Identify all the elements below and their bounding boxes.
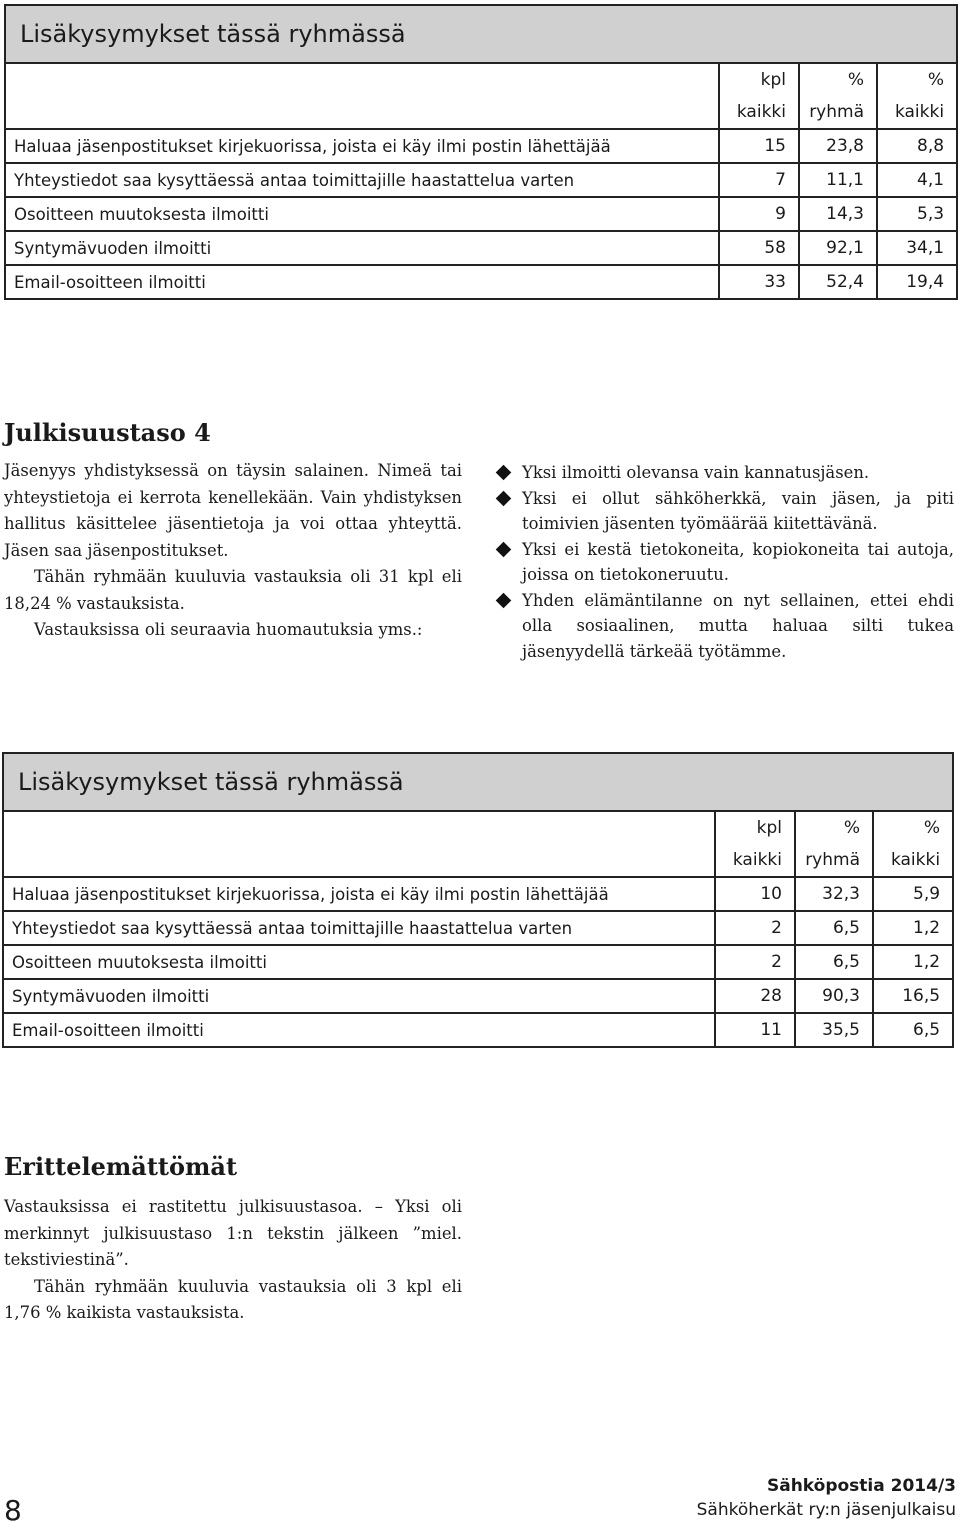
stats-table-1 [4,4,958,300]
row-label: Syntymävuoden ilmoitti [5,231,719,265]
row-label: Osoitteen muutoksesta ilmoitti [5,197,719,231]
row-pct-group: 92,1 [799,231,877,265]
paragraph: Vastauksissa oli seuraavia huomautuksia yms.: [34,620,423,639]
col-subheader-kaikki-2: kaikki [873,844,953,877]
row-kpl: 9 [719,197,799,231]
row-pct-all: 19,4 [877,265,957,299]
diamond-bullet-icon [496,592,512,608]
row-pct-group: 14,3 [799,197,877,231]
table-row [5,163,957,197]
table-row [3,945,953,979]
row-pct-all: 1,2 [873,945,953,979]
section-heading: Julkisuustaso 4 [4,418,211,447]
row-pct-all: 6,5 [873,1013,953,1047]
table-row [5,129,957,163]
row-pct-all: 34,1 [877,231,957,265]
table-row [5,265,957,299]
row-kpl: 2 [715,911,795,945]
col-header-pct-group: % [795,811,873,844]
row-pct-group: 23,8 [799,129,877,163]
erittelemattomat-text [4,1194,462,1327]
list-item-text: Yksi ei ollut sähköherkkä, vain jäsen, ja piti toimivien jäsenten työmäärää kiitettävänä. [522,488,954,533]
col-subheader-kaikki-2: kaikki [877,96,957,129]
row-pct-group: 52,4 [799,265,877,299]
row-pct-all: 5,3 [877,197,957,231]
table-row [5,197,957,231]
list-item-text: Yksi ilmoitti olevansa vain kannatusjäsen. [522,463,870,482]
list-item [496,486,954,537]
row-kpl: 7 [719,163,799,197]
col-subheader-kaikki: kaikki [715,844,795,877]
table-title: Lisäkysymykset tässä ryhmässä [5,5,957,63]
table-row [5,231,957,265]
row-pct-all: 8,8 [877,129,957,163]
page-number: 8 [4,1494,22,1527]
table-row [3,1013,953,1047]
diamond-bullet-icon [496,465,512,481]
publisher-line: Sähköherkät ry:n jäsenjulkaisu [696,1500,956,1520]
right-column-notes [496,460,954,664]
left-column-text [4,458,462,644]
col-header-kpl: kpl [715,811,795,844]
col-header-kpl: kpl [719,63,799,96]
row-label: Yhteystiedot saa kysyttäessä antaa toimittajille haastattelua varten [3,911,715,945]
col-header-pct-all: % [873,811,953,844]
col-subheader-kaikki: kaikki [719,96,799,129]
list-item [496,588,954,665]
col-subheader-ryhma: ryhmä [795,844,873,877]
section-heading: Erittelemättömät [4,1152,238,1181]
row-kpl: 2 [715,945,795,979]
table-title: Lisäkysymykset tässä ryhmässä [3,753,953,811]
row-kpl: 15 [719,129,799,163]
row-pct-group: 6,5 [795,911,873,945]
list-item [496,537,954,588]
row-pct-all: 4,1 [877,163,957,197]
paragraph: Vastauksissa ei rastitettu julkisuustasoa. – Yksi oli merkinnyt julkisuustaso 1:n tekstin jälkeen ”miel. tekstiviestinä”. [4,1197,462,1269]
table-row [3,877,953,911]
row-pct-group: 32,3 [795,877,873,911]
row-kpl: 58 [719,231,799,265]
footer-publication [697,1474,956,1522]
row-pct-group: 11,1 [799,163,877,197]
paragraph: Tähän ryhmään kuuluvia vastauksia oli 3 kpl eli 1,76 % kaikista vastauksista. [4,1276,462,1322]
row-pct-group: 35,5 [795,1013,873,1047]
row-pct-all: 1,2 [873,911,953,945]
diamond-bullet-icon [496,541,512,557]
paragraph: Tähän ryhmään kuuluvia vastauksia oli 31 kpl eli 18,24 % vastauksista. [4,567,462,613]
row-label: Haluaa jäsenpostitukset kirjekuorissa, joista ei käy ilmi postin lähettäjää [5,129,719,163]
row-label: Yhteystiedot saa kysyttäessä antaa toimittajille haastattelua varten [5,163,719,197]
row-pct-group: 6,5 [795,945,873,979]
row-kpl: 11 [715,1013,795,1047]
table-row [3,911,953,945]
row-kpl: 10 [715,877,795,911]
col-header-pct-group: % [799,63,877,96]
row-kpl: 33 [719,265,799,299]
row-pct-all: 16,5 [873,979,953,1013]
paragraph: Jäsenyys yhdistyksessä on täysin salainen. Nimeä tai yhteystietoja ei kerrota kenellekään. Vain yhdistyksen hallitus käsittelee jäsentietoja ja voi ottaa yhteyttä. Jäsen saa jäsenpostitukset. [4,461,462,560]
list-item-text: Yksi ei kestä tietokoneita, kopiokoneita tai autoja, joissa on tietokoneruutu. [522,539,954,584]
row-label: Email-osoitteen ilmoitti [5,265,719,299]
diamond-bullet-icon [496,490,512,506]
magazine-issue: Sähköpostia 2014/3 [766,1476,956,1496]
stats-table-2 [2,752,954,1048]
row-pct-group: 90,3 [795,979,873,1013]
row-pct-all: 5,9 [873,877,953,911]
row-kpl: 28 [715,979,795,1013]
row-label: Haluaa jäsenpostitukset kirjekuorissa, joista ei käy ilmi postin lähettäjää [3,877,715,911]
list-item-text: Yhden elämäntilanne on nyt sellainen, ettei ehdi olla sosiaalinen, mutta haluaa silti tukea jäsenyydellä tärkeää työtämme. [522,590,954,661]
row-label: Syntymävuoden ilmoitti [3,979,715,1013]
row-label: Email-osoitteen ilmoitti [3,1013,715,1047]
col-header-pct-all: % [877,63,957,96]
table-row [3,979,953,1013]
list-item [496,460,954,486]
col-subheader-ryhma: ryhmä [799,96,877,129]
row-label: Osoitteen muutoksesta ilmoitti [3,945,715,979]
